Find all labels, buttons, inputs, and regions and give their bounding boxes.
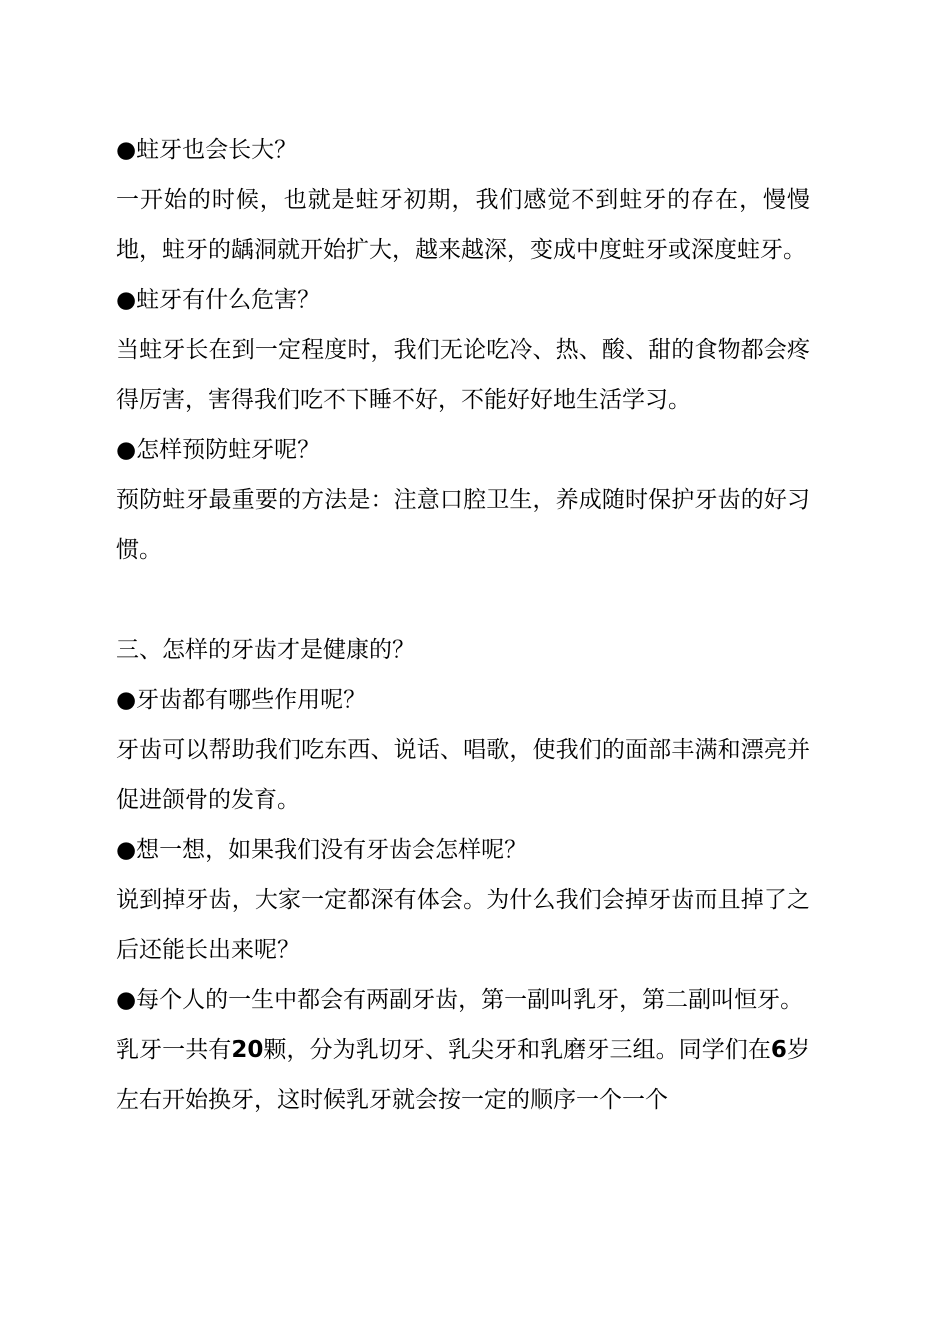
teething-age: 6 (770, 1037, 787, 1063)
document-page (116, 125, 810, 1125)
question-no-teeth: ●想一想，如果我们没有牙齿会怎样呢？ (116, 837, 528, 863)
answer-prevent-cavity: 预防蛀牙最重要的方法是：注意口腔卫生，养成随时保护牙齿的好习惯。 (116, 487, 810, 563)
section-spacer (116, 575, 810, 625)
answer-cavity-grow: 一开始的时候，也就是蛀牙初期，我们感觉不到蛀牙的存在，慢慢地，蛀牙的龋洞就开始扩大，越来越深，变成中度蛀牙或深度蛀牙。 (116, 187, 810, 263)
question-teeth-function: ●牙齿都有哪些作用呢？ (116, 687, 367, 713)
question-cavity-harm: ●蛀牙有什么危害？ (116, 287, 321, 313)
question-prevent-cavity: ●怎样预防蛀牙呢？ (116, 437, 321, 463)
baby-teeth-count: 20 (231, 1037, 264, 1063)
baby-teeth-text-2: 颗，分为乳切牙、乳尖牙和乳磨牙三组。同学们在 (263, 1037, 771, 1063)
paragraph-baby-teeth (116, 1025, 810, 1125)
answer-cavity-harm: 当蛀牙长在到一定程度时，我们无论吃冷、热、酸、甜的食物都会疼得厉害，害得我们吃不下睡不好，不能好好地生活学习。 (116, 337, 810, 413)
question-cavity-grow: ●蛀牙也会长大？ (116, 137, 298, 163)
section-heading-healthy-teeth: 三、怎样的牙齿才是健康的？ (116, 637, 415, 663)
baby-teeth-text-1: 乳牙一共有 (116, 1037, 232, 1063)
answer-teeth-function: 牙齿可以帮助我们吃东西、说话、唱歌，使我们的面部丰满和漂亮并促进颌骨的发育。 (116, 737, 810, 813)
baby-teeth-text-3: 岁左右开始换牙，这时候乳牙就会按一定的顺序一个一个 (116, 1037, 811, 1113)
bullet-two-sets-of-teeth: ●每个人的一生中都会有两副牙齿，第一副叫乳牙，第二副叫恒牙。 (116, 987, 804, 1013)
answer-losing-teeth: 说到掉牙齿，大家一定都深有体会。为什么我们会掉牙齿而且掉了之后还能长出来呢？ (116, 887, 810, 963)
